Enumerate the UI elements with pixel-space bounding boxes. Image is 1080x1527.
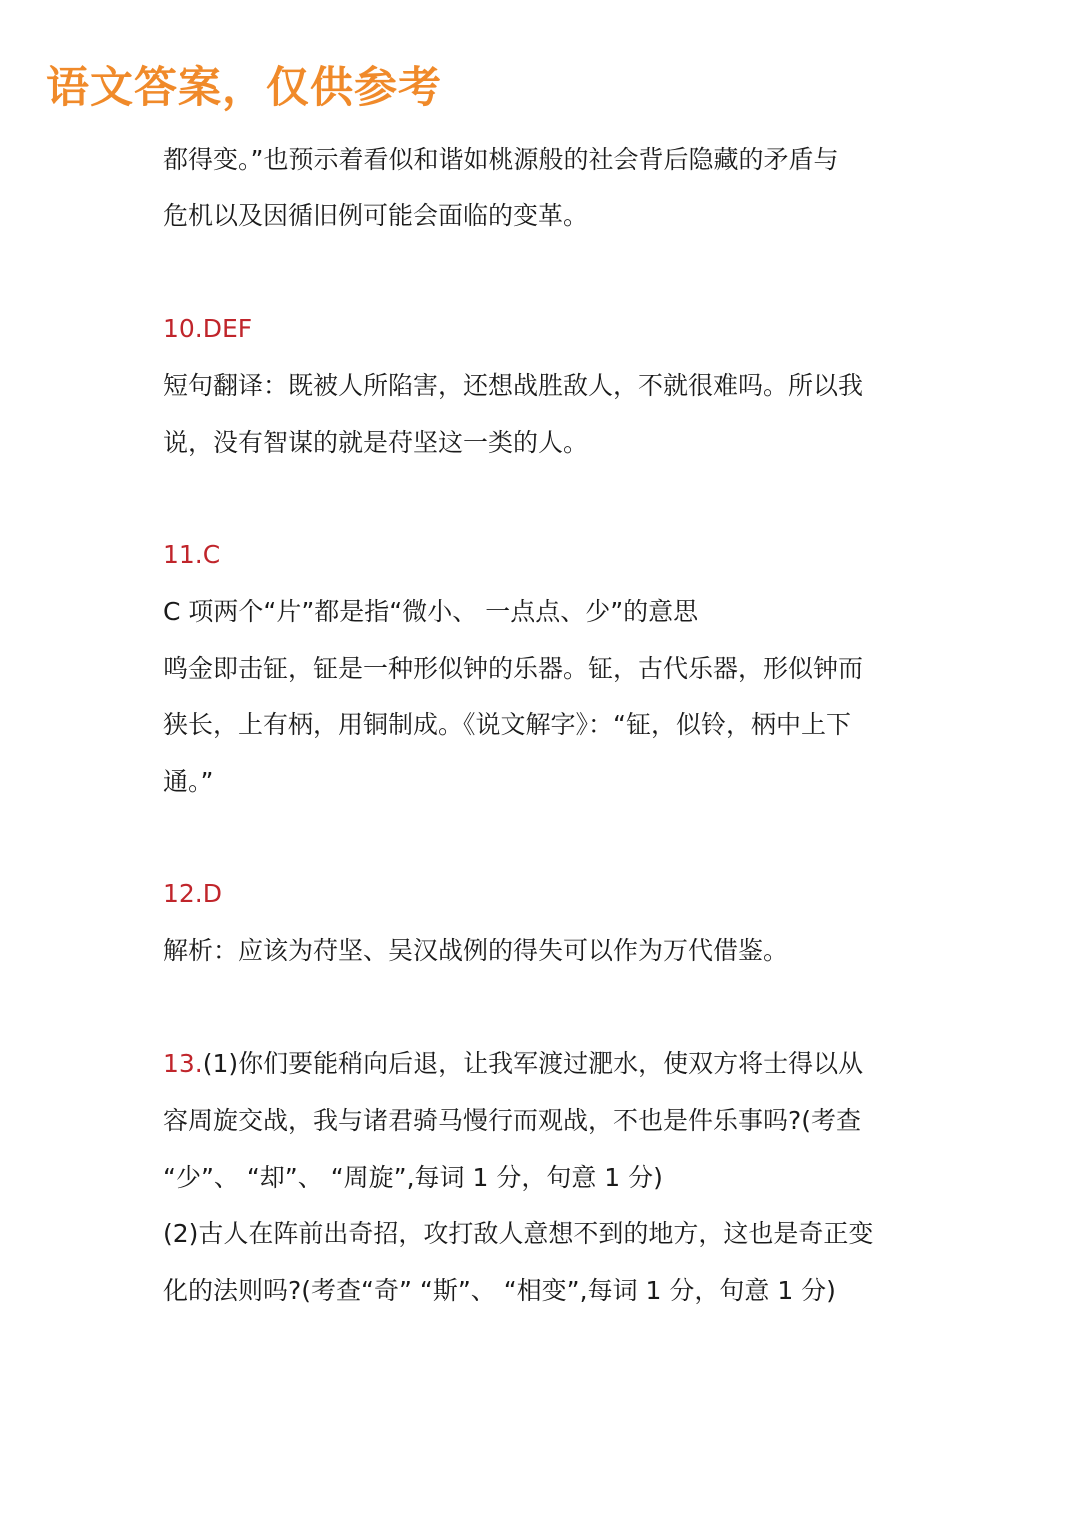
q11-line-2: 鸣金即击钲，钲是一种形似钟的乐器。钲，古代乐器，形似钟而: [163, 654, 864, 683]
q10-line-1: 短句翻译：既被人所陷害，还想战胜敌人，不就很难吗。所以我: [163, 371, 864, 400]
q10-line-2: 说，没有智谋的就是苻坚这一类的人。: [163, 428, 589, 457]
intro-line-1: 都得变。”也预示着看似和谐如桃源般的社会背后隐藏的矛盾与: [163, 145, 839, 174]
q13-line-5: 化的法则吗?(考查“奇” “斯”、 “相变”,每词 1 分，句意 1 分): [163, 1276, 836, 1305]
q13-line-4: (2)古人在阵前出奇招，攻打敌人意想不到的地方，这也是奇正变: [163, 1219, 874, 1248]
q11-number: 11.C: [163, 540, 221, 569]
q12-line-1: 解析：应该为苻坚、吴汉战例的得失可以作为万代借鉴。: [163, 936, 789, 965]
q13-line-1-text: (1)你们要能稍向后退，让我军渡过淝水，使双方将士得以从: [202, 1049, 864, 1078]
q13-line-3: “少”、 “却”、 “周旋”,每词 1 分，句意 1 分): [163, 1163, 663, 1192]
q13-number: 13.: [163, 1049, 203, 1078]
intro-line-2: 危机以及因循旧例可能会面临的变革。: [163, 201, 589, 230]
page-title: 语文答案，仅供参考: [46, 63, 442, 113]
q13-line-1: [163, 1048, 863, 1080]
q11-line-3: 狭长，上有柄，用铜制成。《说文解字》：“钲，似铃，柄中上下: [163, 710, 851, 739]
q13-line-2: 容周旋交战，我与诸君骑马慢行而观战，不也是件乐事吗?(考查: [163, 1106, 862, 1135]
q11-line-1: C 项两个“片”都是指“微小、 一点点、少”的意思: [163, 597, 699, 626]
q12-number: 12.D: [163, 879, 223, 908]
q11-line-4: 通。”: [163, 767, 214, 796]
q10-number: 10.DEF: [163, 314, 253, 343]
